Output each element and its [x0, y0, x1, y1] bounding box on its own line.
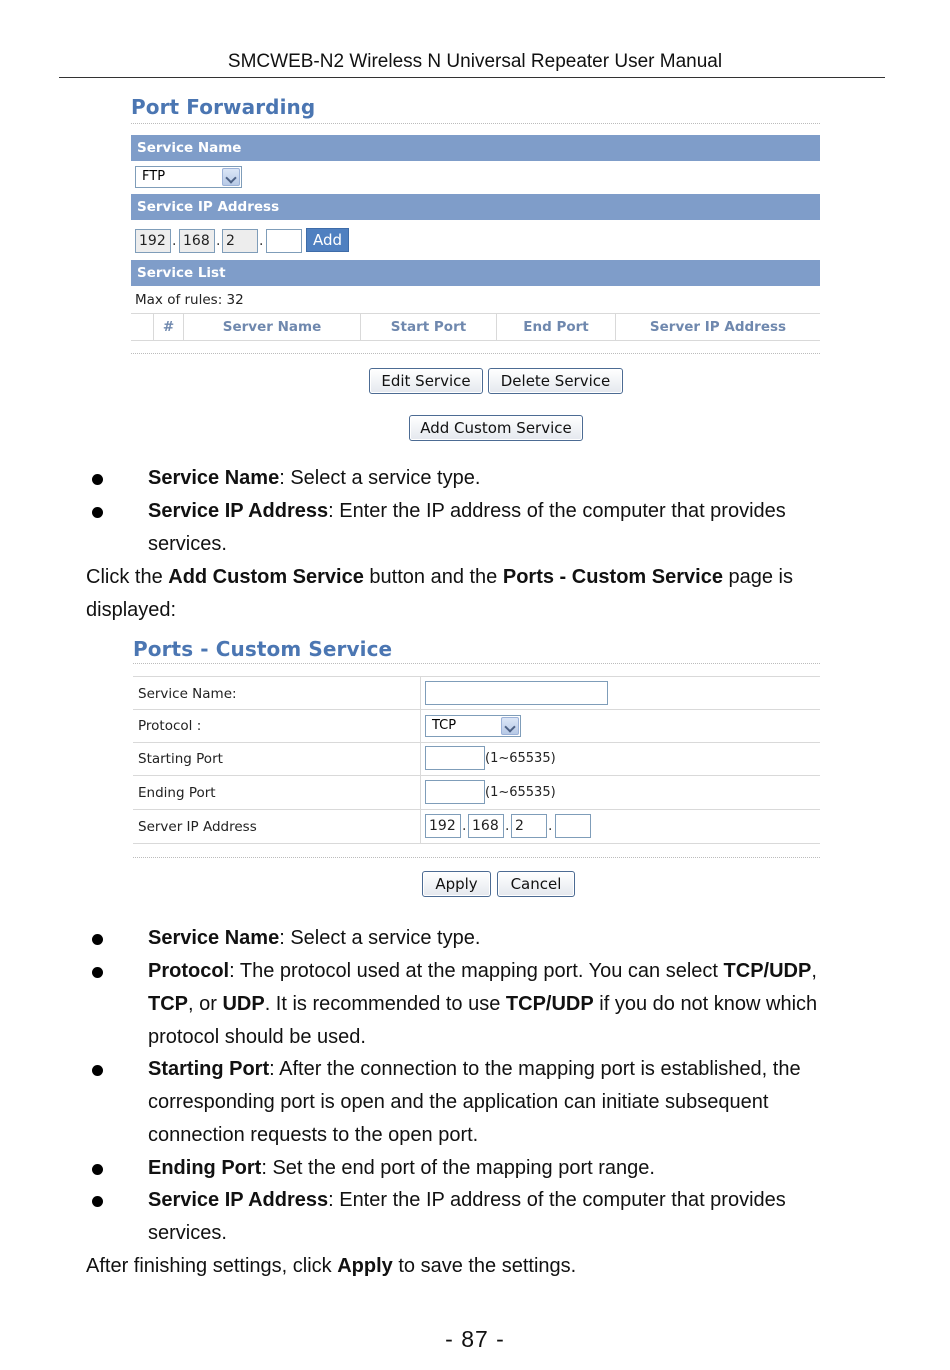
form-row-protocol	[133, 710, 820, 743]
bullet-term: Service Name	[148, 927, 280, 949]
bullet-icon	[92, 967, 103, 978]
column-divider	[420, 810, 421, 843]
starting-port-input[interactable]	[425, 746, 485, 770]
delete-service-button[interactable]: Delete Service	[488, 368, 623, 394]
column-divider	[420, 776, 421, 809]
bullet-term: Service Name	[148, 467, 280, 489]
intro-bold: Ports - Custom Service	[502, 566, 723, 588]
ip-dot: .	[259, 233, 264, 249]
bullet-bold: UDP	[222, 993, 265, 1015]
bullet-bold: TCP/UDP	[723, 960, 812, 982]
bullet-desc: ,	[811, 960, 817, 982]
col-server-ip: Server IP Address	[615, 314, 820, 341]
bullet-desc: connection requests to the open port.	[148, 1124, 479, 1146]
ending-port-label: Ending Port	[138, 785, 216, 801]
protocol-select-value: TCP	[432, 718, 457, 733]
list-divider	[131, 353, 820, 354]
bullet-icon	[92, 1196, 103, 1207]
add-custom-service-button[interactable]: Add Custom Service	[409, 415, 583, 441]
col-end-port: End Port	[496, 314, 615, 341]
bullet-icon	[92, 474, 103, 485]
bullet-desc: : Enter the IP address of the computer that provides	[328, 1189, 786, 1211]
intro-text: displayed:	[86, 599, 177, 621]
closing-text: to save the settings.	[392, 1255, 577, 1277]
bullet-desc: protocol should be used.	[148, 1026, 366, 1048]
ip-octet-1[interactable]: 192	[135, 229, 171, 253]
bullet-desc-cont: services.	[148, 533, 227, 555]
bullet-desc: : Select a service type.	[279, 467, 481, 489]
ip-octet-4[interactable]	[266, 229, 302, 253]
service-name-label: Service Name:	[138, 686, 237, 702]
bullet-term: Ending Port	[148, 1157, 262, 1179]
service-name-select[interactable]	[135, 166, 242, 188]
form-row-ending-port	[133, 776, 820, 810]
bullet-starting-port	[148, 1053, 888, 1152]
closing-text: After finishing settings, click	[86, 1255, 338, 1277]
col-blank	[131, 314, 153, 341]
bullet-desc: , or	[188, 993, 223, 1015]
cancel-button[interactable]: Cancel	[497, 871, 575, 897]
apply-button[interactable]: Apply	[422, 871, 491, 897]
bullet-protocol	[148, 955, 888, 1054]
header-rule	[59, 77, 885, 78]
intro-bold: Add Custom Service	[168, 566, 364, 588]
bullet-desc: corresponding port is open and the application can initiate subsequent	[148, 1091, 769, 1113]
max-rules-text: Max of rules: 32	[135, 292, 244, 308]
bullet-icon	[92, 1065, 103, 1076]
intro-paragraph	[86, 561, 886, 627]
edit-service-button[interactable]: Edit Service	[369, 368, 483, 394]
col-start-port: Start Port	[360, 314, 496, 341]
bullet-icon	[92, 1164, 103, 1175]
form-row-service-name	[133, 676, 820, 710]
bullet-desc: if you do not know which	[593, 993, 818, 1015]
column-divider	[420, 710, 421, 742]
starting-port-label: Starting Port	[138, 751, 223, 767]
column-divider	[420, 743, 421, 775]
ip-dot: .	[462, 818, 467, 834]
protocol-select[interactable]	[425, 715, 521, 737]
chevron-down-icon[interactable]	[501, 717, 519, 735]
bullet-bold: TCP/UDP	[505, 993, 594, 1015]
intro-text: Click the	[86, 566, 169, 588]
closing-bold: Apply	[337, 1255, 393, 1277]
protocol-label: Protocol :	[138, 718, 202, 734]
closing-paragraph	[86, 1250, 886, 1283]
ip-dot: .	[505, 818, 510, 834]
custom-service-title: Ports - Custom Service	[133, 637, 393, 661]
form-divider	[133, 857, 820, 858]
server-ip-octet-2[interactable]: 168	[468, 814, 504, 838]
bullet-icon	[92, 507, 103, 518]
bullet-term: Service IP Address	[148, 500, 329, 522]
page-number: - 87 -	[445, 1326, 505, 1352]
server-ip-octet-1[interactable]: 192	[425, 814, 461, 838]
bullet-term: Starting Port	[148, 1058, 270, 1080]
bullet-service-name-2	[148, 922, 888, 955]
bullet-term: Protocol	[148, 960, 230, 982]
column-divider	[420, 677, 421, 709]
form-row-server-ip	[133, 810, 820, 844]
intro-text: button and the	[363, 566, 503, 588]
bullet-ending-port	[148, 1152, 888, 1185]
bullet-service-name	[148, 462, 888, 495]
service-list-bar: Service List	[131, 260, 820, 286]
ip-octet-3[interactable]: 2	[222, 229, 258, 253]
bullet-desc: : After the connection to the mapping port is established, the	[269, 1058, 801, 1080]
form-row-starting-port	[133, 743, 820, 776]
service-name-select-value: FTP	[142, 169, 166, 184]
intro-text: page is	[722, 566, 794, 588]
col-server-name: Server Name	[183, 314, 360, 341]
ending-port-input[interactable]	[425, 780, 485, 804]
bullet-desc: : The protocol used at the mapping port. You can select	[229, 960, 724, 982]
bullet-desc: : Enter the IP address of the computer that provides	[328, 500, 786, 522]
title-divider	[131, 123, 820, 124]
ip-octet-2[interactable]: 168	[179, 229, 215, 253]
service-name-input[interactable]	[425, 681, 608, 705]
bullet-desc: . It is recommended to use	[264, 993, 506, 1015]
custom-service-form	[133, 676, 820, 844]
server-ip-octet-3[interactable]: 2	[511, 814, 547, 838]
ip-dot: .	[172, 233, 177, 249]
ip-dot: .	[216, 233, 221, 249]
title-divider	[133, 663, 820, 664]
bullet-service-ip	[148, 495, 888, 561]
service-name-bar: Service Name	[131, 135, 820, 161]
chevron-down-icon[interactable]	[222, 168, 240, 186]
service-ip-bar: Service IP Address	[131, 194, 820, 220]
service-list-header	[131, 313, 820, 341]
server-ip-label: Server IP Address	[138, 819, 257, 835]
starting-port-hint: (1~65535)	[485, 751, 556, 766]
bullet-icon	[92, 934, 103, 945]
bullet-term: Service IP Address	[148, 1189, 329, 1211]
port-forwarding-title: Port Forwarding	[131, 95, 316, 119]
ip-dot: .	[548, 818, 553, 834]
bullet-desc-cont: services.	[148, 1222, 227, 1244]
page-header: SMCWEB-N2 Wireless N Universal Repeater User Manual	[227, 51, 723, 72]
add-button[interactable]: Add	[306, 228, 349, 252]
ending-port-hint: (1~65535)	[485, 785, 556, 800]
col-number: #	[153, 314, 183, 341]
bullet-desc: : Select a service type.	[279, 927, 481, 949]
bullet-desc: : Set the end port of the mapping port range.	[261, 1157, 655, 1179]
bullet-bold: TCP	[148, 993, 188, 1015]
server-ip-octet-4[interactable]	[555, 814, 591, 838]
bullet-service-ip-2	[148, 1184, 888, 1250]
